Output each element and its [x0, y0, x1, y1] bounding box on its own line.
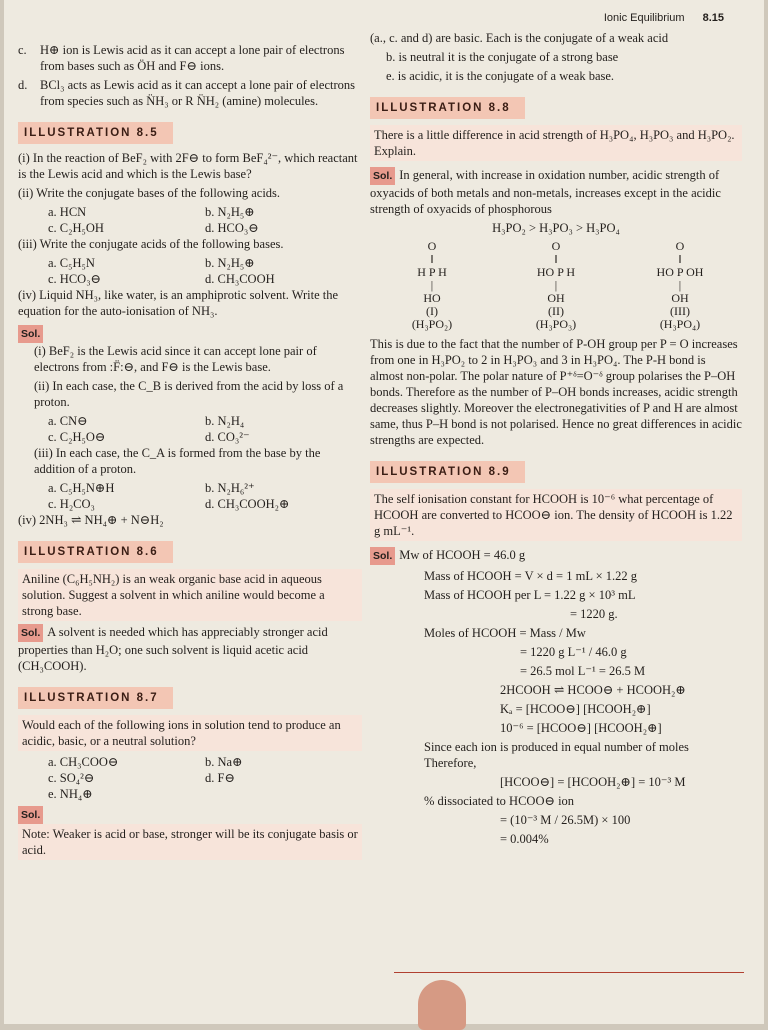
calc-line: = 1220 g.: [570, 607, 618, 621]
option: d. F⊖: [205, 771, 235, 785]
option: a. HCN: [48, 205, 87, 219]
answer-text: A solvent is needed which has appreciably stronger acid properties than H₂O; one such solvent is liquid acetic acid (CH₃COOH).: [18, 625, 328, 673]
option: a. CH₃COO⊖: [48, 755, 119, 769]
structure-h3po3: O ‖ HO P H | OH (II) (H₃PO₃): [535, 239, 577, 331]
option: d. CH₃COOH₂⊕: [205, 497, 290, 511]
item-label: d.: [18, 78, 28, 92]
question-text: The self ionisation constant for HCOOH is 10⁻⁶ what percentage of HCOOH are converted to HCOO⊖ ion. The density of HCOOH is 1.22 g mL⁻¹.: [370, 489, 742, 541]
structure-formula: (H₃PO₄): [659, 317, 701, 331]
calc-line: Mass of HCOOH per L = 1.22 g × 10³ mL: [424, 588, 636, 602]
calc-line: % dissociated to HCOO⊖ ion: [424, 794, 575, 808]
answer-text: This is due to the fact that the number of P-OH group per P = O increases from one in H₃PO₂ to 2 in H₃PO₃ and 3 in H₃PO₄. The P-H bond is almost non-polar. The polar nature of P⁺ᵟ=O⁻ᵟ group polarises the P–OH bonds. Therefore as the number of P–OH bonds increases, acidic strength decreases slightly. Moreover the electronegativities of P and H are almost same, thus P–H bond is not polarised. Hence no great differences in acidic strengths are expected.: [370, 337, 742, 447]
structure-number: (II): [548, 304, 564, 318]
page-number: 8.15: [702, 12, 724, 24]
calc-line: Kₐ = [HCOO⊖] [HCOOH₂⊕]: [500, 702, 651, 716]
illustration-heading: ILLUSTRATION 8.6: [18, 541, 173, 563]
answer-text: (i) BeF₂ is the Lewis acid since it can accept lone pair of electrons from :F̈:⊖, and F⊖ is the Lewis base.: [34, 344, 317, 374]
textbook-page: [4, 0, 764, 1024]
calc-line: = 26.5 mol L⁻¹ = 26.5 M: [520, 664, 646, 678]
list-item: [18, 77, 362, 109]
calc-line: [HCOO⊖] = [HCOOH₂⊕] = 10⁻³ M: [500, 775, 686, 789]
answer-text: (a., c. and d) are basic. Each is the conjugate of a weak acid: [370, 31, 669, 45]
options-row: [18, 770, 362, 786]
list-item: [18, 42, 362, 74]
structure-line: HO P H: [536, 265, 576, 279]
calc-line: Mw of HCOOH = 46.0 g: [399, 548, 526, 562]
structures-row: [370, 240, 742, 332]
option: c. C₂H₅O⊖: [48, 430, 106, 444]
options-row: [18, 786, 362, 802]
item-text: H⊕ ion is Lewis acid as it can accept a lone pair of electrons from bases such as ÖH and F⊖ ions.: [40, 43, 345, 73]
question-text: Would each of the following ions in solution tend to produce an acidic, basic, or a neutral solution?: [18, 715, 362, 751]
solution-badge: Sol.: [370, 167, 395, 185]
solution-badge: Sol.: [18, 624, 43, 642]
solution-badge: Sol.: [18, 806, 43, 824]
option: d. HCO₃⊖: [205, 221, 259, 235]
options-row: [18, 220, 362, 236]
running-header: [604, 12, 724, 24]
solution-badge: Sol.: [370, 547, 395, 565]
option: c. H₂CO₃: [48, 497, 95, 511]
options-row: [18, 413, 362, 429]
options-row: [18, 204, 362, 220]
answer-text: (iii) In each case, the C_A is formed from the base by the addition of a proton.: [34, 446, 321, 476]
options-row: [18, 754, 362, 770]
option: b. N₂H₅⊕: [205, 256, 255, 270]
acidity-order: H₃PO₂ > H₃PO₃ > H₃PO₄: [492, 221, 620, 235]
answer-text: b. is neutral it is the conjugate of a strong base: [386, 50, 619, 64]
structure-line: H P H: [417, 265, 447, 279]
option: a. C₅H₅N⊕H: [48, 481, 115, 495]
chapter-title: Ionic Equilibrium: [603, 12, 685, 24]
structure-line: O: [675, 239, 685, 253]
illustration-heading: ILLUSTRATION 8.8: [370, 97, 525, 119]
option: c. HCO₃⊖: [48, 272, 102, 286]
option: b. Na⊕: [205, 755, 243, 769]
structure-line: O: [551, 239, 561, 253]
calc-line: Since each ion is produced in equal number of moles Therefore,: [424, 740, 689, 770]
question-text: (iii) Write the conjugate acids of the following bases.: [18, 237, 284, 251]
option: a. CN⊖: [48, 414, 88, 428]
question-text: (i) In the reaction of BeF₂ with 2F⊖ to form BeF₄²⁻, which reactant is the Lewis acid and which is the Lewis base?: [18, 151, 358, 181]
calc-line: 10⁻⁶ = [HCOO⊖] [HCOOH₂⊕]: [500, 721, 662, 735]
illustration-heading: ILLUSTRATION 8.9: [370, 461, 525, 483]
calc-line: = (10⁻³ M / 26.5M) × 100: [500, 813, 631, 827]
structure-h3po4: O ‖ HO P OH | OH (III) (H₃PO₄): [656, 239, 704, 331]
options-row: [18, 255, 362, 271]
question-text: (ii) Write the conjugate bases of the following acids.: [18, 186, 281, 200]
item-text: BCl₃ acts as Lewis acid as it can accept a lone pair of electrons from species such as N̈H₃ or R N̈H₂ (amine) molecules.: [40, 78, 355, 108]
options-row: [18, 429, 362, 445]
answer-text: (ii) In each case, the C_B is derived from the acid by loss of a proton.: [34, 379, 344, 409]
thumb-photo: [418, 980, 466, 1030]
structure-line: OH: [547, 291, 565, 305]
answer-text: e. is acidic, it is the conjugate of a weak base.: [386, 69, 615, 83]
structure-line: OH: [671, 291, 689, 305]
structure-number: (I): [426, 304, 438, 318]
footer-rule: [394, 972, 744, 973]
structure-number: (III): [670, 304, 690, 318]
option: c. C₂H₅OH: [48, 221, 104, 235]
option: b. N₂H₄: [205, 414, 245, 428]
calc-line: Mass of HCOOH = V × d = 1 mL × 1.22 g: [424, 569, 638, 583]
illustration-heading: ILLUSTRATION 8.5: [18, 122, 173, 144]
option: d. CO₃²⁻: [205, 430, 250, 444]
calc-line: Moles of HCOOH = Mass / Mw: [424, 626, 586, 640]
option: c. SO₄²⊖: [48, 771, 95, 785]
options-row: [18, 496, 362, 512]
question-text: Aniline (C₆H₅NH₂) is an weak organic base acid in aqueous solution. Suggest a solvent in which aniline would become a strong base.: [18, 569, 362, 621]
options-row: [18, 271, 362, 287]
structure-h3po2: O ‖ H P H | HO (I) (H₃PO₂): [411, 239, 453, 331]
structure-line: HO: [423, 291, 441, 305]
note-text: Note: Weaker is acid or base, stronger will be its conjugate basis or acid.: [18, 824, 362, 860]
left-column: [18, 42, 362, 863]
solution-badge: Sol.: [18, 325, 43, 343]
question-text: (iv) Liquid NH₃, like water, is an amphiprotic solvent. Write the equation for the auto-ionisation of NH₃.: [18, 288, 339, 318]
option: b. N₂H₅⊕: [205, 205, 255, 219]
answer-text: In general, with increase in oxidation number, acidic strength of oxyacids of both metals and non-metals, increases except in the acidic strength of oxyacids of phosphorous: [370, 168, 721, 216]
right-column: [370, 30, 742, 850]
structure-line: O: [427, 239, 437, 253]
calc-line: = 1220 g L⁻¹ / 46.0 g: [520, 645, 627, 659]
illustration-heading: ILLUSTRATION 8.7: [18, 687, 173, 709]
structure-formula: (H₃PO₂): [411, 317, 453, 331]
structure-line: HO P OH: [656, 265, 704, 279]
question-text: There is a little difference in acid strength of H₃PO₄, H₃PO₃ and H₃PO₂. Explain.: [370, 125, 742, 161]
structure-formula: (H₃PO₃): [535, 317, 577, 331]
item-label: c.: [18, 43, 27, 57]
option: b. N₂H₆²⁺: [205, 481, 255, 495]
option: a. C₅H₅N: [48, 256, 95, 270]
answer-text: (iv) 2NH₃ ⇌ NH₄⊕ + N⊖H₂: [18, 513, 164, 527]
option: d. CH₃COOH: [205, 272, 275, 286]
calc-line: = 0.004%: [500, 832, 549, 846]
options-row: [18, 480, 362, 496]
option: e. NH₄⊕: [48, 787, 93, 801]
calc-line: 2HCOOH ⇌ HCOO⊖ + HCOOH₂⊕: [500, 683, 686, 697]
